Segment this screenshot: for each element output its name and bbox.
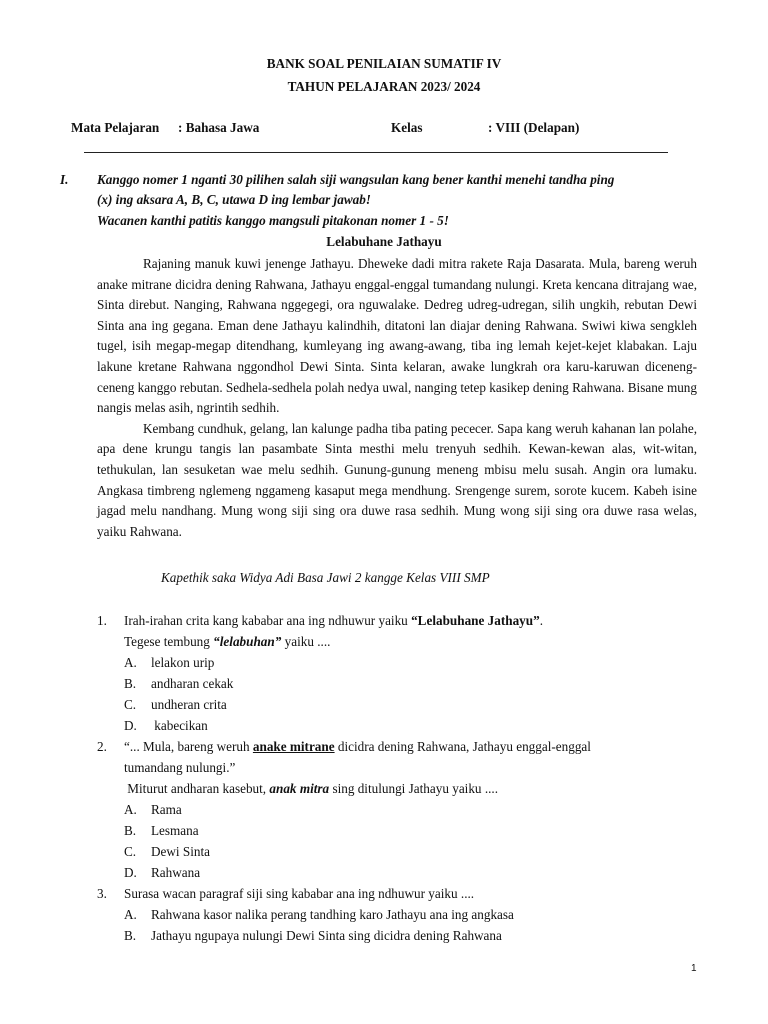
story-paragraph-2: Kembang cundhuk, gelang, lan kalunge padha tiba pating pececer. Sapa kang weruh kahanan lan polahe, apa dene krungu tangis lan pasambate Sinta mesthi melu trenyuh sedhih. Kewan-kewan alas, wit-witan, tethukulan, lan sesuketan wae melu sedhih. Gunung-gunung meneng mbisu melu susah. Angin ora lumaku. Angkasa timbreng nglemeng nggameng kasaput mega mendhung. Srengenge surem, sorote kucem. Kabeh isine jagad melu nandhang. Mung wong siji sing ora duwe rasa sedhih. Mung wong siji sing ora duwe rasa welas, yaiku Rahwana.: [97, 420, 697, 539]
question-2-option-d-text[interactable]: Rahwana: [151, 865, 201, 880]
question-1-prompt: [124, 634, 330, 650]
class-value: : VIII (Delapan): [488, 120, 580, 135]
question-3-option-a-letter[interactable]: A.: [124, 907, 137, 922]
story-source: Kapethik saka Widya Adi Basa Jawi 2 kangge Kelas VIII SMP: [161, 570, 490, 585]
question-1-prompt-text: Tegese tembung: [124, 634, 214, 649]
subject-label: Mata Pelajaran: [71, 120, 160, 135]
question-2-option-b-letter[interactable]: B.: [124, 823, 137, 838]
question-2-option-a-letter[interactable]: A.: [124, 802, 137, 817]
question-1-story-title: “Lelabuhane Jathayu”: [411, 613, 540, 628]
instruction-line-2: (x) ing aksara A, B, C, utawa D ing lembar jawab!: [97, 192, 371, 207]
question-2-underlined-phrase: anake mitrane: [252, 739, 335, 754]
question-3-option-a-text[interactable]: Rahwana kasor nalika perang tandhing karo Jathayu ana ing angkasa: [151, 907, 514, 922]
page-number: 1: [691, 963, 697, 974]
question-1-option-d-letter[interactable]: D.: [124, 718, 137, 733]
question-2-option-d-letter[interactable]: D.: [124, 865, 137, 880]
section-number: I.: [60, 172, 69, 187]
question-2-keyword: anak mitra: [269, 781, 330, 796]
question-1-option-a-letter[interactable]: A.: [124, 655, 137, 670]
question-1-option-b-letter[interactable]: B.: [124, 676, 137, 691]
question-1-stem-end: .: [539, 613, 543, 628]
question-2-number: 2.: [97, 739, 107, 754]
question-1-option-c-letter[interactable]: C.: [124, 697, 137, 712]
academic-year: TAHUN PELAJARAN 2023/ 2024: [287, 79, 481, 94]
story-text: [97, 254, 697, 542]
question-3-stem: Surasa wacan paragraf siji sing kababar ana ing ndhuwur yaiku ....: [124, 886, 475, 901]
question-1-option-d-text[interactable]: kabecikan: [151, 718, 208, 733]
question-1-option-c-text[interactable]: undheran crita: [151, 697, 227, 712]
question-1-number: 1.: [97, 613, 107, 628]
story-title: Lelabuhane Jathayu: [326, 234, 442, 249]
document-title: BANK SOAL PENILAIAN SUMATIF IV: [266, 56, 502, 71]
question-2-option-a-text[interactable]: Rama: [151, 802, 182, 817]
question-3-option-b-letter[interactable]: B.: [124, 928, 137, 943]
story-paragraph-1: Rajaning manuk kuwi jenenge Jathayu. Dheweke dadi mitra rakete Raja Dasarata. Mula, bareng weruh anake mitrane dicidra dening Rahwana, Jathayu enggal-enggal tumandang nulungi. Kreta kencana ditrajang wae, Sinta direbut. Nanging, Rahwana nggegegi, ora nguwalake. Dedreg udreg-udregan, silih ungkih, rebutan Dewi Sinta ana ing gegana. Eman dene Jathayu kalindhih, ditatoni lan diajar dening Rahwana. Swiwi kiwa sengkleh tugel, isih megap-megap ditendhang, kumleyang ing awang-awang, tiba ing lemah kejet-kejet klabakan. Laju lakune kretane Rahwana nggondhol Dewi Sinta. Sinta kelaran, awake lungkrah ora karu-karuwan diceneng-ceneng kanggo rebutan. Sedhela-sedhela polah nedya uwal, nanging tetep kasikep dening Rahwana. Bisane mung nangis melas asih, ngrintih sedhih.: [97, 256, 697, 416]
question-2-prompt-end: sing ditulungi Jathayu yaiku ....: [329, 781, 499, 796]
question-2-option-c-letter[interactable]: C.: [124, 844, 137, 859]
question-1-stem-text: Irah-irahan crita kang kababar ana ing ndhuwur yaiku: [124, 613, 412, 628]
subject-value: : Bahasa Jawa: [178, 120, 260, 135]
question-1-prompt-end: yaiku ....: [281, 634, 331, 649]
question-1-option-a-text[interactable]: lelakon urip: [151, 655, 215, 670]
question-2-quote-end: tumandang nulungi.”: [124, 760, 236, 775]
question-1-option-b-text[interactable]: andharan cekak: [151, 676, 234, 691]
question-2-option-b-text[interactable]: Lesmana: [151, 823, 199, 838]
reading-instruction: Wacanen kanthi patitis kanggo mangsuli pitakonan nomer 1 - 5!: [97, 213, 449, 228]
question-2-stem: [124, 739, 591, 755]
question-2-stem-text: “... Mula, bareng weruh: [124, 739, 253, 754]
question-1-keyword: “lelabuhan”: [213, 634, 282, 649]
question-3-number: 3.: [97, 886, 107, 901]
question-1-stem: [124, 613, 543, 629]
instruction-line-1: Kanggo nomer 1 nganti 30 pilihen salah siji wangsulan kang bener kanthi menehi tandha ping: [97, 172, 615, 187]
question-2-stem-end: dicidra dening Rahwana, Jathayu enggal-enggal: [334, 739, 591, 754]
question-2-option-c-text[interactable]: Dewi Sinta: [151, 844, 210, 859]
question-2-prompt-text: Miturut andharan kasebut,: [124, 781, 270, 796]
question-3-option-b-text[interactable]: Jathayu ngupaya nulungi Dewi Sinta sing dicidra dening Rahwana: [151, 928, 502, 943]
header-divider-left: [84, 152, 376, 153]
class-label: Kelas: [391, 120, 423, 135]
question-2-prompt: [124, 781, 498, 797]
header-divider-right: [376, 152, 668, 153]
